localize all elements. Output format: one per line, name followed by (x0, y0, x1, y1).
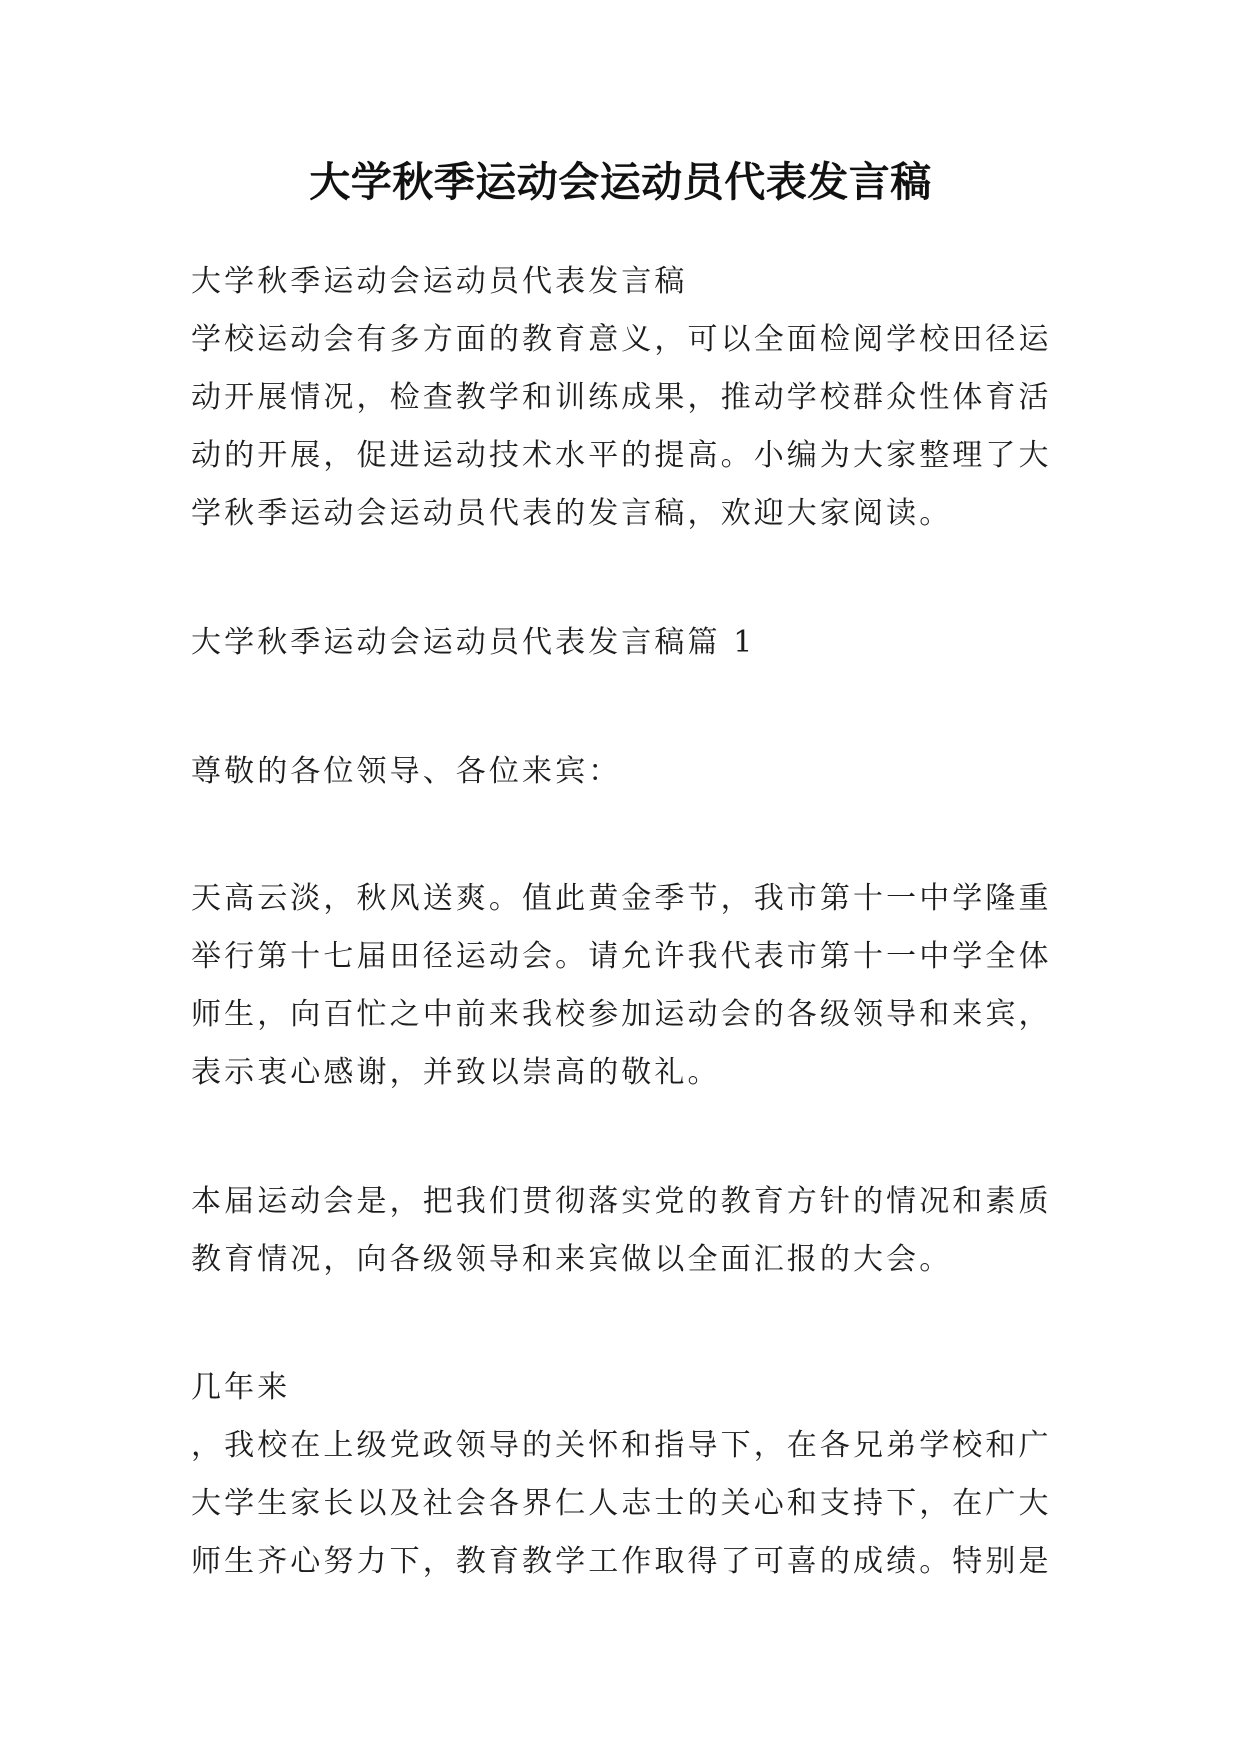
text-line: 师生齐心努力下，教育教学工作取得了可喜的成绩。特别是 (191, 1544, 1052, 1579)
text-line: 动的开展，促进运动技术水平的提高。小编为大家整理了大 (191, 438, 1052, 473)
text-line: 教育情况，向各级领导和来宾做以全面汇报的大会。 (191, 1242, 953, 1277)
text-line: ，我校在上级党政领导的关怀和指导下，在各兄弟学校和广 (191, 1428, 1052, 1463)
text-line: 大学生家长以及社会各界仁人志士的关心和支持下，在广大 (191, 1486, 1052, 1521)
text-line: 大学秋季运动会运动员代表发言稿 (191, 264, 688, 299)
text-line: 学秋季运动会运动员代表的发言稿，欢迎大家阅读。 (191, 496, 953, 531)
text-line: 天高云淡，秋风送爽。值此黄金季节，我市第十一中学隆重 (191, 881, 1052, 916)
text-line: 本届运动会是，把我们贯彻落实党的教育方针的情况和素质 (191, 1184, 1052, 1219)
salutation: 尊敬的各位领导、各位来宾： (191, 754, 622, 789)
document-title: 大学秋季运动会运动员代表发言稿 (309, 158, 932, 206)
text-line: 动开展情况，检查教学和训练成果，推动学校群众性体育活 (191, 380, 1052, 415)
text-line: 学校运动会有多方面的教育意义，可以全面检阅学校田径运 (191, 322, 1052, 357)
text-line: 举行第十七届田径运动会。请允许我代表市第十一中学全体 (191, 939, 1052, 974)
text-line: 师生，向百忙之中前来我校参加运动会的各级领导和来宾， (191, 997, 1052, 1032)
text-line: 几年来 (191, 1370, 291, 1405)
text-line: 表示衷心感谢，并致以崇高的敬礼。 (191, 1055, 721, 1090)
section-heading: 大学秋季运动会运动员代表发言稿篇 1 (191, 625, 756, 660)
